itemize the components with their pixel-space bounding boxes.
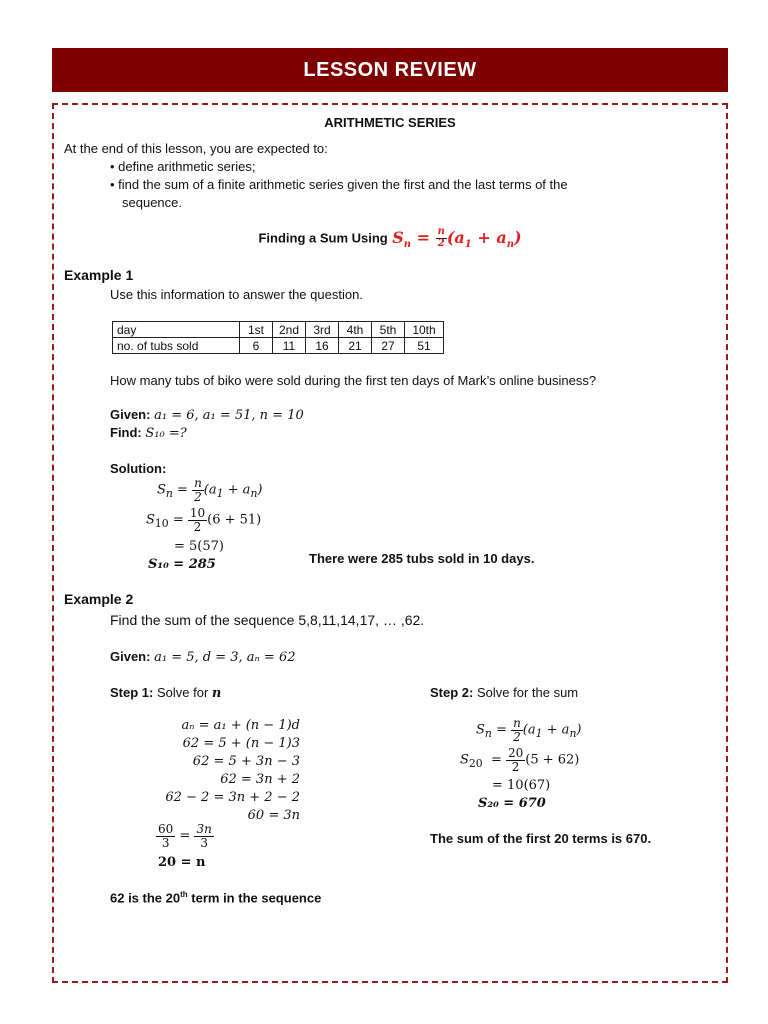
table-row (113, 322, 444, 338)
example1-question: How many tubs of biko were sold during the first ten days of Mark’s online business? (110, 373, 597, 388)
given-label: Given: (110, 407, 151, 422)
example1-given (110, 407, 304, 423)
table-cell: 6 (240, 338, 273, 354)
step2-result: S₂₀ = 670 (478, 796, 546, 811)
step1-result: 20 = n (158, 855, 206, 870)
formula-label: Finding a Sum Using (258, 230, 388, 246)
given-values: a₁ = 5, d = 3, aₙ = 62 (154, 650, 296, 665)
example2-conclusion: The sum of the first 20 terms is 670. (430, 831, 652, 846)
tubs-table (112, 321, 444, 354)
step1-line: 62 − 2 = 3n + 2 − 2 (165, 790, 300, 805)
step2-line-1: $S_n$ = $\frac{n}{2}$ $(a_1 + a_n)$ (476, 716, 582, 744)
step1-line: aₙ = a₁ + (n − 1)d (181, 718, 300, 733)
banner-title: LESSON REVIEW (303, 58, 477, 81)
step1-line: 62 = 3n + 2 (220, 772, 300, 787)
table-cell: 4th (339, 322, 372, 338)
step1-line: 60 = 3n (247, 808, 300, 823)
table-cell: 1st (240, 322, 273, 338)
table-cell: 21 (339, 338, 372, 354)
sum-formula: $S_n$ = $\frac{n}{2}$ $(a_1 + a_n)$ (392, 226, 522, 250)
table-cell: 10th (405, 322, 444, 338)
solution-step-3: = 5(57) (174, 539, 224, 554)
example1-conclusion: There were 285 tubs sold in 10 days. (309, 551, 535, 566)
table-cell: no. of tubs sold (113, 338, 240, 354)
step1-note: 62 is the 20th term in the sequence (110, 890, 322, 906)
example2-heading: Example 2 (64, 591, 134, 607)
given-values: a₁ = 6, a₁ = 51, n = 10 (154, 408, 304, 423)
table-cell: 5th (372, 322, 405, 338)
table-cell: 16 (306, 338, 339, 354)
lesson-title: ARITHMETIC SERIES (324, 115, 456, 130)
formula-heading (54, 227, 726, 250)
find-label: Find: (110, 425, 142, 440)
objective-1: • define arithmetic series; (110, 159, 256, 174)
solution-label: Solution: (110, 461, 167, 476)
table-cell: 27 (372, 338, 405, 354)
step2-line-2: $S_{20}$ = $\frac{20}{2}$ (5 + 62) (460, 746, 580, 774)
table-cell: 2nd (273, 322, 306, 338)
solution-step-2: $S_{10}$ = $\frac{10}{2}$ (6 + 51) (146, 506, 262, 534)
step1-line: 62 = 5 + 3n − 3 (192, 754, 300, 769)
step1-work (54, 717, 300, 825)
lesson-intro: At the end of this lesson, you are expected to: (64, 141, 328, 156)
example1-instruction: Use this information to answer the question. (110, 287, 363, 302)
example1-find (110, 425, 187, 441)
example2-given (110, 649, 295, 665)
lesson-frame (52, 103, 728, 983)
solution-result: S₁₀ = 285 (148, 557, 216, 572)
step2-heading: Step 2: Solve for the sum (430, 685, 579, 700)
lesson-review-banner (52, 48, 728, 92)
example2-prompt: Find the sum of the sequence 5,8,11,14,17, … ,62. (110, 612, 425, 628)
table-cell: 3rd (306, 322, 339, 338)
step1-line: 62 = 5 + (n − 1)3 (182, 736, 300, 751)
step2-line-3: = 10(67) (492, 778, 551, 793)
objective-2-cont: sequence. (122, 195, 182, 210)
table-row (113, 338, 444, 354)
step1-heading: Step 1: Solve for n (110, 685, 222, 701)
find-value: S₁₀ =? (145, 426, 187, 441)
table-cell: 51 (405, 338, 444, 354)
given-label: Given: (110, 649, 151, 664)
solution-step-1: $S_n$ = $\frac{n}{2}$ $(a_1 + a_n)$ (157, 476, 263, 504)
step1-fraction: $\frac{60}{3}$ = $\frac{3n}{3}$ (158, 822, 212, 850)
example1-heading: Example 1 (64, 267, 134, 283)
objective-2: • find the sum of a finite arithmetic series given the first and the last terms of the (110, 177, 568, 192)
table-cell: 11 (273, 338, 306, 354)
table-cell: day (113, 322, 240, 338)
